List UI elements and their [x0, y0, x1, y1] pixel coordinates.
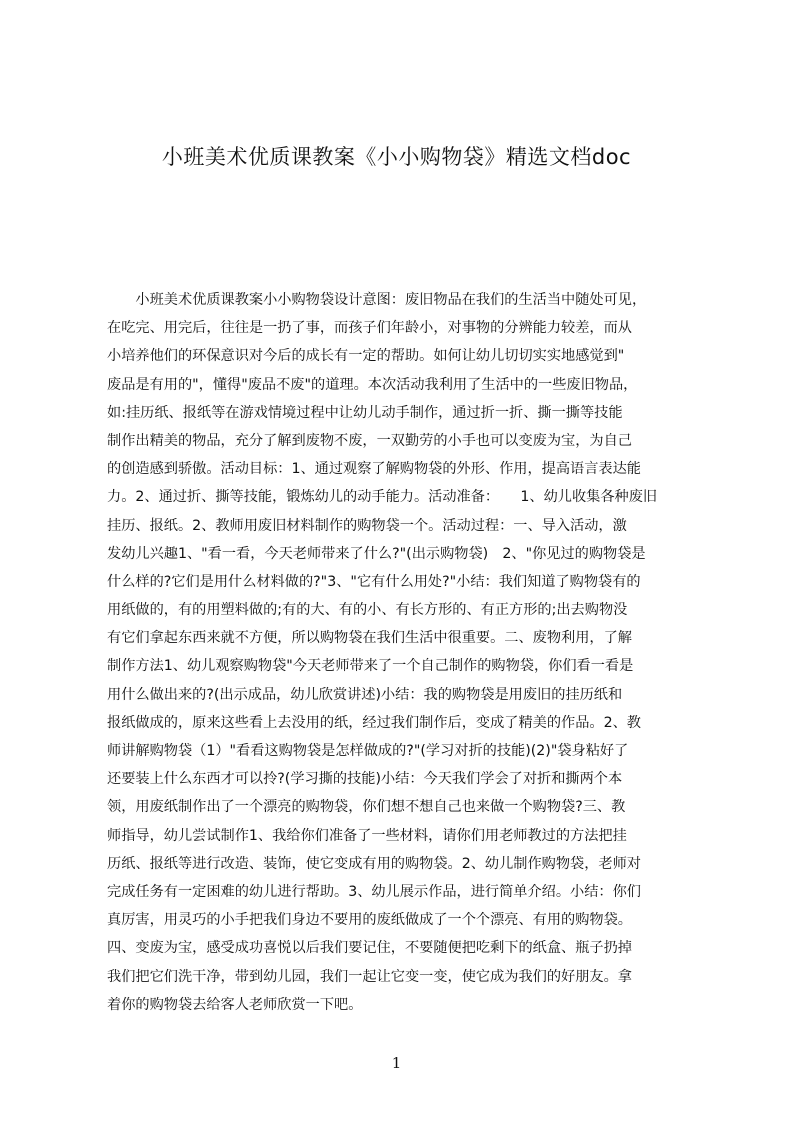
body-line: 什么样的?它们是用什么材料做的?"3、"它有什么用处?"小结：我们知道了购物袋有的 [107, 573, 641, 590]
body-line: 制作出精美的物品，充分了解到废物不废，一双勤劳的小手也可以变废为宝，为自己 [107, 432, 632, 449]
body-line: 四、变废为宝，感受成功喜悦以后我们要记住，不要随便把吃剩下的纸盒、瓶子扔掉 [107, 940, 632, 957]
document-body [107, 286, 697, 1013]
body-line: 力。2、通过折、撕等技能，锻炼幼儿的动手能力。活动准备： 1、幼儿收集各种废旧 [107, 489, 658, 506]
body-line: 完成任务有一定困难的幼儿进行帮助。3、幼儿展示作品，进行简单介绍。小结：你们 [107, 883, 641, 900]
body-line: 领，用废纸制作出了一个漂亮的购物袋，你们想不想自己也来做一个购物袋?三、教 [107, 799, 626, 816]
body-line: 用什么做出来的?(出示成品，幼儿欣赏讲述)小结：我的购物袋是用废旧的挂历纸和 [107, 686, 623, 703]
body-line: 有它们拿起东西来就不方便，所以购物袋在我们生活中很重要。二、废物利用，了解 [107, 630, 632, 647]
body-line: 历纸、报纸等进行改造、装饰，使它变成有用的购物袋。2、幼儿制作购物袋，老师对 [107, 855, 641, 872]
body-line: 在吃完、用完后，往往是一扔了事，而孩子们年龄小，对事物的分辨能力较差，而从 [107, 320, 632, 337]
body-line: 小班美术优质课教案小小购物袋设计意图：废旧物品在我们的生活当中随处可见， [107, 292, 647, 308]
body-line: 真厉害，用灵巧的小手把我们身边不要用的废纸做成了一个个漂亮、有用的购物袋。 [107, 912, 632, 929]
body-line: 制作方法1、幼儿观察购物袋"今天老师带来了一个自己制作的购物袋，你们看一看是 [107, 658, 634, 675]
body-line: 师讲解购物袋（1）"看看这购物袋是怎样做成的?"(学习对折的技能)(2)"袋身粘好了 [107, 743, 629, 759]
body-line: 着你的购物袋去给客人老师欣赏一下吧。 [107, 996, 363, 1013]
body-line: 发幼儿兴趣1、"看一看，今天老师带来了什么?"(出示购物袋) 2、"你见过的购物袋是 [107, 545, 646, 562]
page-number: 1 [391, 1054, 402, 1072]
body-line: 挂历、报纸。2、教师用废旧材料制作的购物袋一个。活动过程：一、导入活动，激 [107, 517, 627, 534]
body-line: 小培养他们的环保意识对今后的成长有一定的帮助。如何让幼儿切切实实地感觉到" [107, 348, 625, 365]
body-line: 废品是有用的"，懂得"废品不废"的道理。本次活动我利用了生活中的一些废旧物品， [107, 376, 638, 393]
body-line: 师指导，幼儿尝试制作1、我给你们准备了一些材料，请你们用老师教过的方法把挂 [107, 827, 627, 844]
body-line: 报纸做成的，原来这些看上去没用的纸，经过我们制作后，变成了精美的作品。2、教 [107, 714, 641, 731]
document-title: 小班美术优质课教案《小小购物袋》精选文档doc [161, 145, 632, 169]
body-line: 用纸做的，有的用塑料做的;有的大、有的小、有长方形的、有正方形的;出去购物没 [107, 602, 628, 619]
body-line: 如:挂历纸、报纸等在游戏情境过程中让幼儿动手制作，通过折一折、撕一撕等技能 [107, 404, 623, 421]
body-line: 的创造感到骄傲。活动目标：1、通过观察了解购物袋的外形、作用，提高语言表达能 [107, 461, 641, 478]
body-line: 我们把它们洗干净，带到幼儿园，我们一起让它变一变，使它成为我们的好朋友。拿 [107, 968, 632, 985]
body-line: 还要装上什么东西才可以拎?(学习撕的技能)小结：今天我们学会了对折和撕两个本 [107, 771, 623, 788]
